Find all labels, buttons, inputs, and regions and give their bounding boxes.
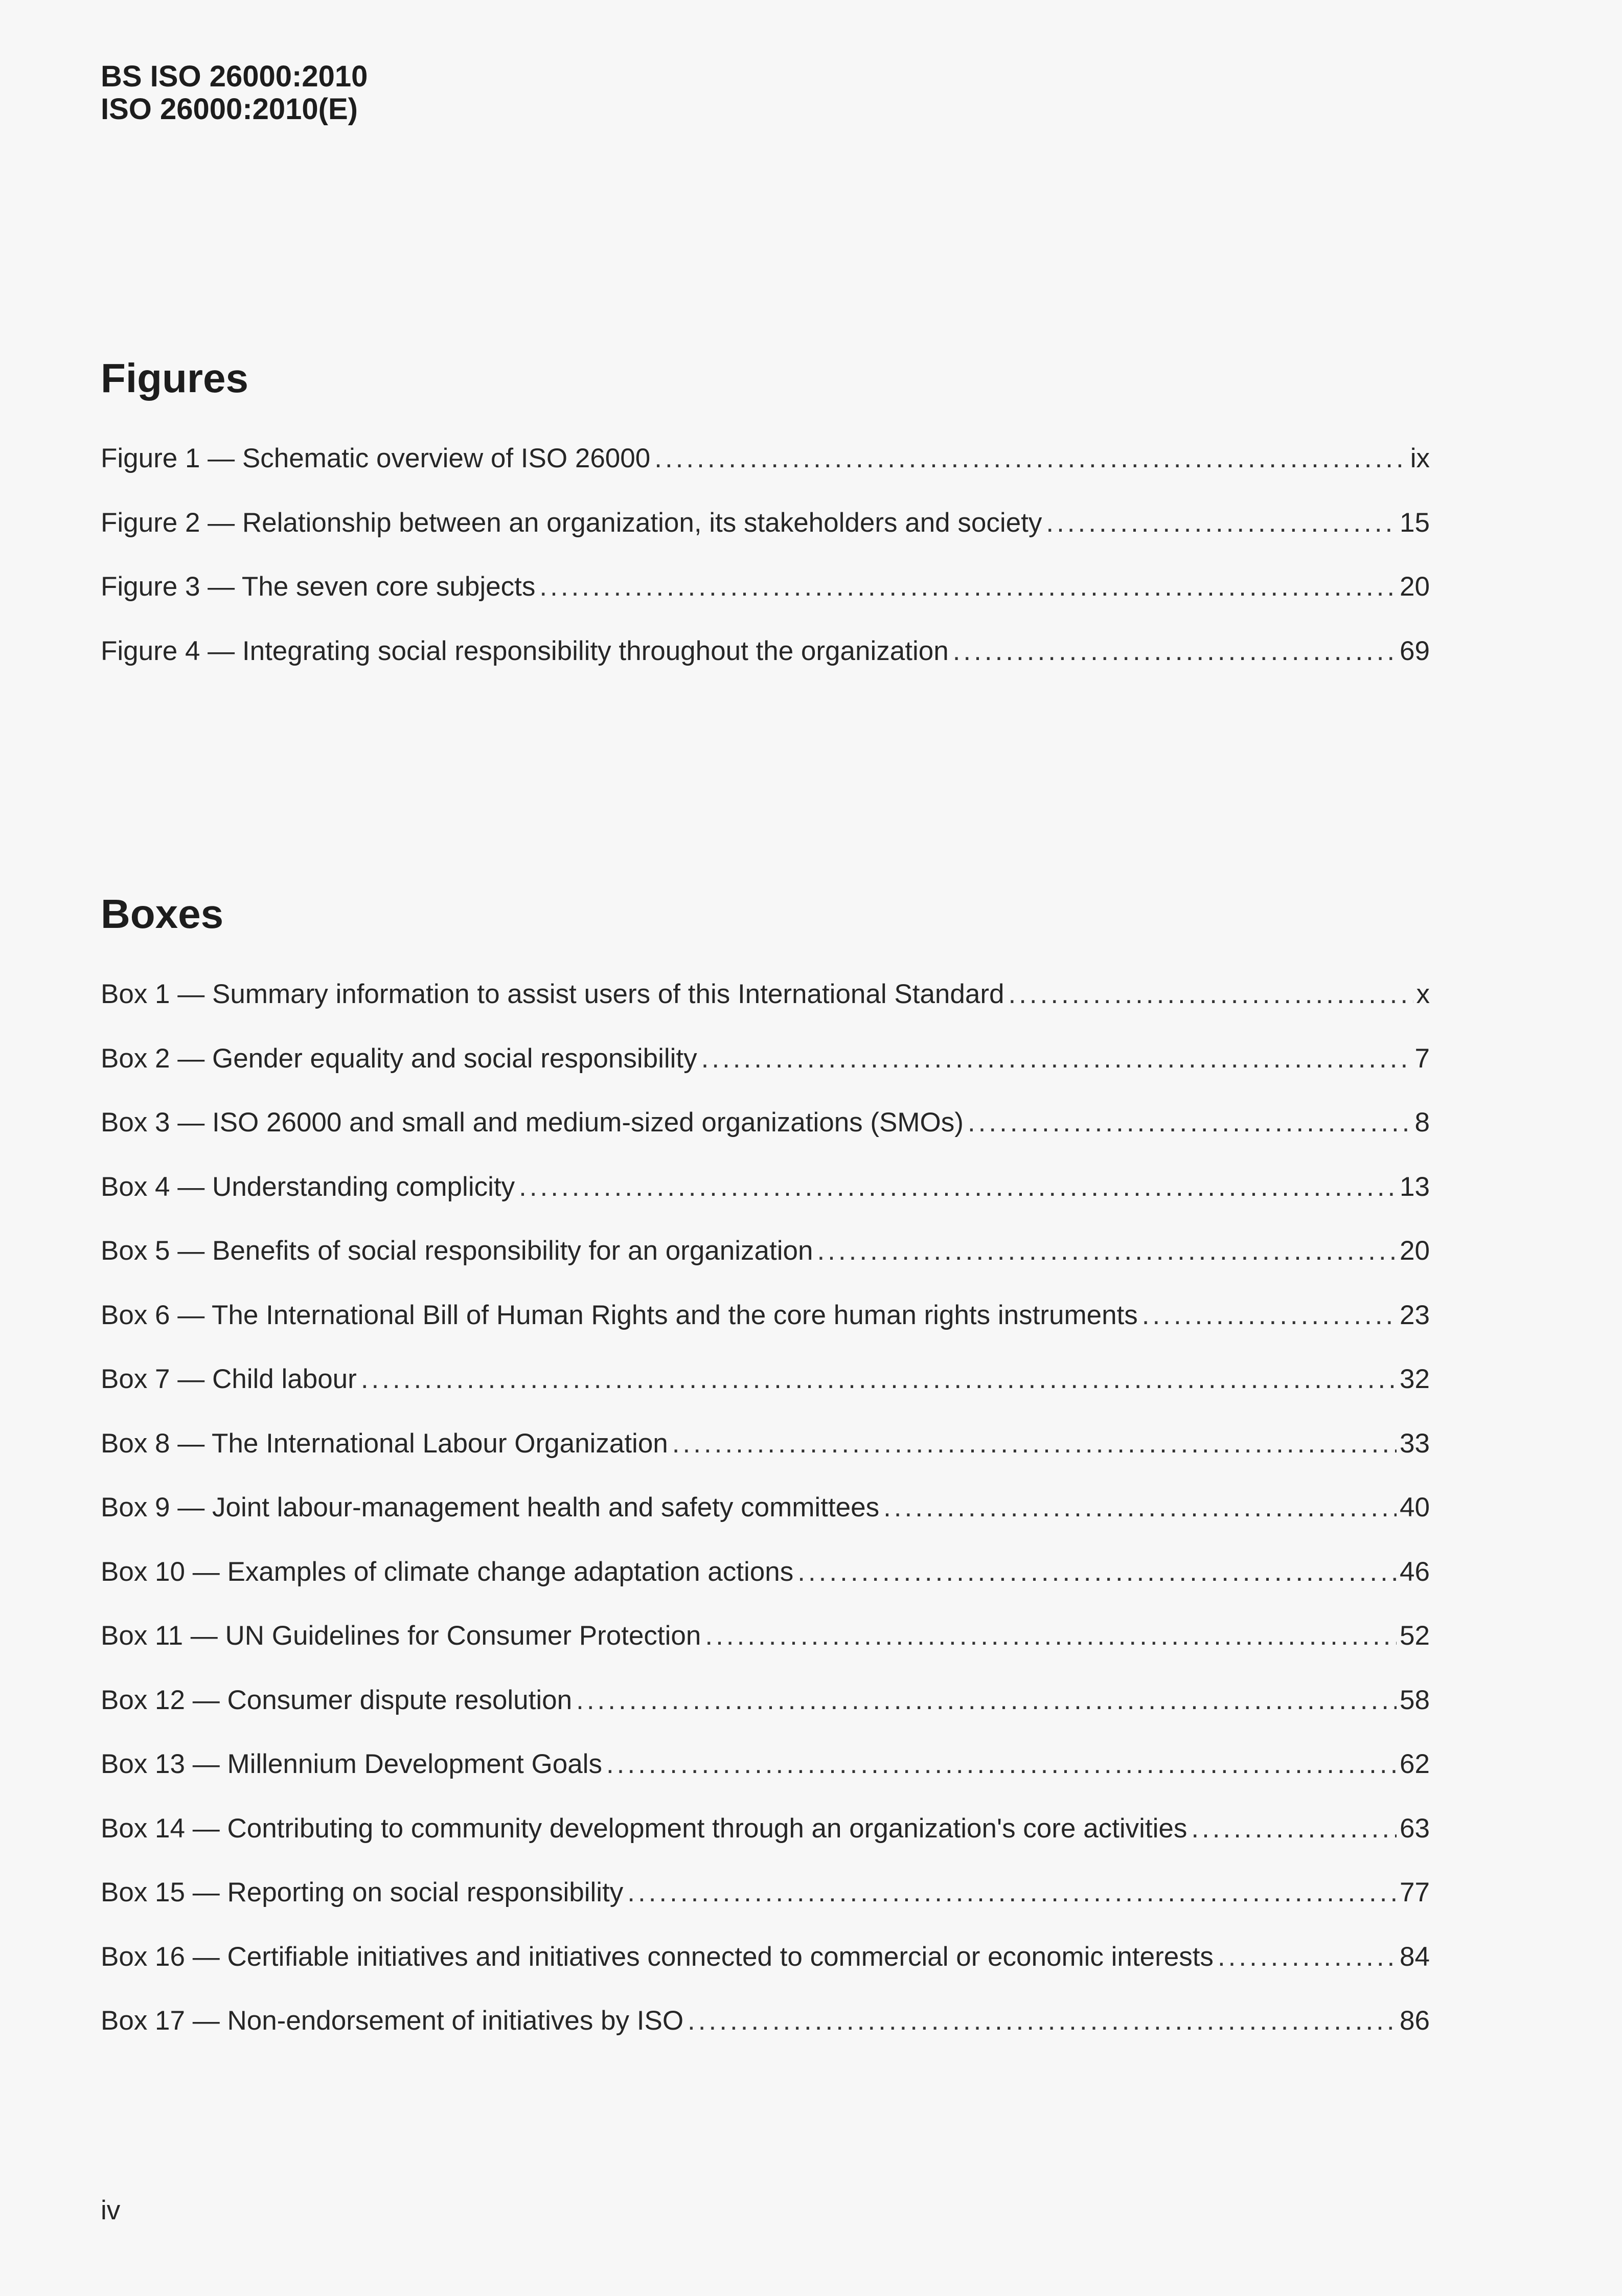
- figures-list: [101, 441, 1430, 697]
- toc-entry-page: 86: [1400, 2006, 1430, 2036]
- boxes-list: [101, 976, 1430, 2067]
- toc-entry-title: Box 8 — The International Labour Organization: [101, 1428, 668, 1459]
- dot-leader: [627, 1875, 1397, 1911]
- toc-entry-title: Box 10 — Examples of climate change adaptation actions: [101, 1556, 794, 1587]
- dot-leader: [1008, 976, 1413, 1012]
- dot-leader: [701, 1041, 1412, 1077]
- toc-entry-page: 62: [1400, 1749, 1430, 1779]
- toc-entry-box-7[interactable]: [101, 1361, 1430, 1426]
- dot-leader: [519, 1169, 1397, 1205]
- standard-designation-bs: BS ISO 26000:2010: [101, 60, 368, 93]
- dot-leader: [1142, 1298, 1397, 1333]
- dot-leader: [1046, 505, 1397, 541]
- toc-entry-page: 8: [1414, 1107, 1430, 1138]
- toc-entry-figure-4[interactable]: [101, 633, 1430, 698]
- toc-entry-page: 33: [1400, 1428, 1430, 1459]
- toc-entry-page: 20: [1400, 572, 1430, 602]
- toc-entry-box-15[interactable]: [101, 1875, 1430, 1939]
- toc-entry-page: 23: [1400, 1300, 1430, 1330]
- toc-entry-page: 20: [1400, 1236, 1430, 1266]
- toc-entry-page: x: [1416, 979, 1430, 1009]
- dot-leader: [576, 1683, 1397, 1718]
- toc-entry-box-4[interactable]: [101, 1169, 1430, 1234]
- document-header: [101, 60, 368, 126]
- toc-entry-page: 69: [1400, 635, 1430, 666]
- toc-entry-title: Box 13 — Millennium Development Goals: [101, 1749, 602, 1779]
- dot-leader: [361, 1361, 1397, 1397]
- dot-leader: [797, 1554, 1397, 1590]
- toc-entry-title: Box 3 — ISO 26000 and small and medium-sized organizations (SMOs): [101, 1107, 964, 1138]
- toc-entry-title: Box 1 — Summary information to assist users of this International Standard: [101, 979, 1004, 1009]
- toc-entry-box-1[interactable]: [101, 976, 1430, 1041]
- toc-entry-page: 7: [1414, 1043, 1430, 1074]
- toc-entry-title: Box 11 — UN Guidelines for Consumer Protection: [101, 1621, 701, 1651]
- toc-entry-title: Box 5 — Benefits of social responsibility for an organization: [101, 1236, 813, 1266]
- toc-entry-box-13[interactable]: [101, 1746, 1430, 1811]
- toc-entry-title: Box 15 — Reporting on social responsibility: [101, 1877, 624, 1907]
- toc-entry-title: Figure 1 — Schematic overview of ISO 26000: [101, 443, 651, 473]
- dot-leader: [539, 569, 1397, 605]
- page-number: iv: [101, 2195, 121, 2225]
- toc-entry-page: 77: [1400, 1877, 1430, 1907]
- toc-entry-page: 84: [1400, 1941, 1430, 1972]
- dot-leader: [953, 633, 1397, 669]
- toc-entry-title: Figure 2 — Relationship between an organization, its stakeholders and society: [101, 507, 1042, 538]
- dot-leader: [968, 1105, 1412, 1141]
- toc-entry-page: 32: [1400, 1364, 1430, 1394]
- dot-leader: [705, 1618, 1397, 1654]
- dot-leader: [1218, 1939, 1397, 1975]
- dot-leader: [654, 441, 1407, 476]
- dot-leader: [606, 1746, 1397, 1782]
- toc-entry-figure-1[interactable]: [101, 441, 1430, 505]
- toc-entry-figure-2[interactable]: [101, 505, 1430, 570]
- dot-leader: [672, 1426, 1397, 1462]
- dot-leader: [688, 2003, 1397, 2039]
- toc-entry-title: Box 6 — The International Bill of Human Rights and the core human rights instruments: [101, 1300, 1138, 1330]
- toc-entry-box-10[interactable]: [101, 1554, 1430, 1619]
- toc-entry-box-2[interactable]: [101, 1041, 1430, 1105]
- toc-entry-title: Box 9 — Joint labour-management health and safety committees: [101, 1492, 880, 1522]
- toc-entry-box-17[interactable]: [101, 2003, 1430, 2067]
- dot-leader: [883, 1490, 1397, 1526]
- toc-entry-box-16[interactable]: [101, 1939, 1430, 2004]
- toc-entry-title: Box 17 — Non-endorsement of initiatives by ISO: [101, 2006, 684, 2036]
- toc-entry-page: 46: [1400, 1556, 1430, 1587]
- toc-entry-title: Box 12 — Consumer dispute resolution: [101, 1685, 573, 1715]
- toc-entry-title: Box 16 — Certifiable initiatives and initiatives connected to commercial or economic interests: [101, 1941, 1214, 1972]
- toc-entry-title: Box 7 — Child labour: [101, 1364, 357, 1394]
- figures-heading: Figures: [101, 355, 248, 401]
- toc-entry-figure-3[interactable]: [101, 569, 1430, 633]
- toc-entry-title: Figure 3 — The seven core subjects: [101, 572, 536, 602]
- toc-entry-box-6[interactable]: [101, 1298, 1430, 1362]
- toc-entry-page: ix: [1410, 443, 1430, 473]
- dot-leader: [817, 1233, 1397, 1269]
- toc-entry-title: Figure 4 — Integrating social responsibility throughout the organization: [101, 635, 949, 666]
- toc-entry-page: 52: [1400, 1621, 1430, 1651]
- toc-entry-box-9[interactable]: [101, 1490, 1430, 1554]
- standard-designation-iso: ISO 26000:2010(E): [101, 93, 358, 126]
- toc-entry-page: 63: [1400, 1813, 1430, 1844]
- toc-entry-page: 58: [1400, 1685, 1430, 1715]
- toc-entry-box-12[interactable]: [101, 1683, 1430, 1747]
- toc-entry-box-11[interactable]: [101, 1618, 1430, 1683]
- toc-entry-page: 13: [1400, 1171, 1430, 1202]
- toc-entry-box-8[interactable]: [101, 1426, 1430, 1490]
- toc-entry-box-5[interactable]: [101, 1233, 1430, 1298]
- toc-entry-box-14[interactable]: [101, 1811, 1430, 1875]
- toc-entry-title: Box 2 — Gender equality and social responsibility: [101, 1043, 697, 1074]
- dot-leader: [1191, 1811, 1397, 1847]
- toc-entry-page: 15: [1400, 507, 1430, 538]
- toc-entry-page: 40: [1400, 1492, 1430, 1522]
- toc-entry-title: Box 4 — Understanding complicity: [101, 1171, 515, 1202]
- boxes-heading: Boxes: [101, 891, 224, 937]
- toc-entry-box-3[interactable]: [101, 1105, 1430, 1169]
- toc-entry-title: Box 14 — Contributing to community development through an organization's core activities: [101, 1813, 1187, 1844]
